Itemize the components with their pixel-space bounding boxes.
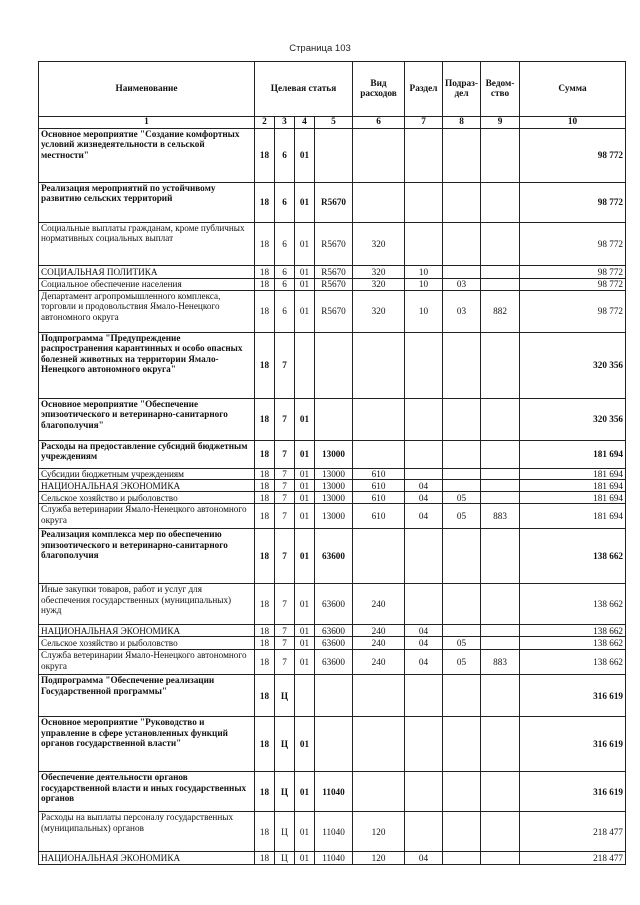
table-row <box>39 129 626 183</box>
cell-name: НАЦИОНАЛЬНАЯ ЭКОНОМИКА <box>39 852 255 865</box>
cell-name: НАЦИОНАЛЬНАЯ ЭКОНОМИКА <box>39 480 255 492</box>
cell-sum: 98 772 <box>520 266 626 279</box>
cell-department <box>481 637 520 650</box>
cell-name: Сельское хозяйство и рыболовство <box>39 492 255 504</box>
cell-section: 04 <box>405 480 443 492</box>
cell-target-event: 01 <box>295 504 315 529</box>
cell-name: Основное мероприятие "Обеспечение эпизоотического и ветеринарно-санитарного благополучия" <box>39 399 255 441</box>
cell-target-program: 18 <box>255 637 275 650</box>
cell-target-program: 18 <box>255 812 275 852</box>
cell-target-event: 01 <box>295 584 315 625</box>
cell-target-subprogram: Ц <box>275 812 295 852</box>
cell-target-program: 18 <box>255 333 275 399</box>
cell-name: Субсидии бюджетным учреждениям <box>39 469 255 480</box>
header-expense-type: Вид расходов <box>353 62 405 117</box>
cell-target-event: 01 <box>295 480 315 492</box>
cell-section <box>405 584 443 625</box>
cell-target-event: 01 <box>295 223 315 266</box>
table-row <box>39 480 626 492</box>
table-body <box>39 129 626 865</box>
cell-expense-type: 240 <box>353 650 405 675</box>
cell-target-direction: R5670 <box>315 291 353 333</box>
cell-expense-type <box>353 333 405 399</box>
cell-section <box>405 129 443 183</box>
cell-department <box>481 772 520 812</box>
cell-target-subprogram: 7 <box>275 650 295 675</box>
cell-sum: 138 662 <box>520 584 626 625</box>
cell-target-program: 18 <box>255 399 275 441</box>
cell-section <box>405 223 443 266</box>
cell-subsection: 03 <box>443 291 481 333</box>
cell-subsection <box>443 812 481 852</box>
cell-target-program: 18 <box>255 441 275 469</box>
cell-subsection <box>443 129 481 183</box>
cell-target-subprogram: 7 <box>275 441 295 469</box>
cell-target-subprogram: 7 <box>275 504 295 529</box>
header-department: Ведом-ство <box>481 62 520 117</box>
cell-sum: 316 619 <box>520 717 626 772</box>
cell-expense-type <box>353 529 405 584</box>
col-number: 8 <box>443 117 481 129</box>
header-section: Раздел <box>405 62 443 117</box>
cell-target-program: 18 <box>255 852 275 865</box>
table-row <box>39 772 626 812</box>
cell-target-event: 01 <box>295 399 315 441</box>
cell-name: Департамент агропромышленного комплекса, торговли и продовольствия Ямало-Ненецкого автономного округа <box>39 291 255 333</box>
table-row <box>39 469 626 480</box>
cell-target-event: 01 <box>295 266 315 279</box>
cell-department <box>481 812 520 852</box>
cell-name: Подпрограмма "Предупреждение распространения карантинных и особо опасных болезней животных на территории Ямало-Ненецкого автономного округа" <box>39 333 255 399</box>
cell-section <box>405 399 443 441</box>
cell-sum: 98 772 <box>520 129 626 183</box>
header-target: Целевая статья <box>255 62 353 117</box>
cell-target-event <box>295 675 315 717</box>
page-header: Страница 103 <box>289 43 351 54</box>
header-subsection: Подраз-дел <box>443 62 481 117</box>
cell-target-subprogram: 6 <box>275 279 295 291</box>
cell-department <box>481 279 520 291</box>
cell-target-subprogram: 7 <box>275 529 295 584</box>
col-number: 9 <box>481 117 520 129</box>
cell-target-direction: R5670 <box>315 183 353 223</box>
cell-target-program: 18 <box>255 492 275 504</box>
table-row <box>39 852 626 865</box>
cell-target-subprogram: 7 <box>275 399 295 441</box>
cell-department <box>481 675 520 717</box>
cell-subsection <box>443 584 481 625</box>
cell-subsection <box>443 529 481 584</box>
cell-section: 04 <box>405 625 443 637</box>
cell-sum: 181 694 <box>520 504 626 529</box>
cell-subsection: 05 <box>443 492 481 504</box>
col-number: 4 <box>295 117 315 129</box>
cell-target-direction: 13000 <box>315 480 353 492</box>
cell-target-event: 01 <box>295 441 315 469</box>
table-row <box>39 812 626 852</box>
cell-department <box>481 480 520 492</box>
cell-expense-type: 320 <box>353 279 405 291</box>
cell-name: Иные закупки товаров, работ и услуг для обеспечения государственных (муниципальных) нужд <box>39 584 255 625</box>
cell-subsection: 05 <box>443 504 481 529</box>
cell-target-subprogram: 7 <box>275 480 295 492</box>
cell-target-program: 18 <box>255 529 275 584</box>
header-row <box>39 62 626 117</box>
cell-target-subprogram: 7 <box>275 625 295 637</box>
cell-target-direction: 13000 <box>315 469 353 480</box>
cell-target-direction: 11040 <box>315 812 353 852</box>
cell-target-subprogram: 6 <box>275 183 295 223</box>
cell-subsection <box>443 441 481 469</box>
cell-target-direction: 13000 <box>315 504 353 529</box>
cell-target-event: 01 <box>295 852 315 865</box>
cell-target-event: 01 <box>295 637 315 650</box>
col-number: 5 <box>315 117 353 129</box>
cell-section <box>405 675 443 717</box>
cell-target-direction: 63600 <box>315 637 353 650</box>
cell-target-program: 18 <box>255 291 275 333</box>
cell-target-subprogram: 6 <box>275 266 295 279</box>
cell-target-event: 01 <box>295 772 315 812</box>
budget-table <box>38 61 626 865</box>
cell-expense-type: 240 <box>353 625 405 637</box>
col-number: 6 <box>353 117 405 129</box>
cell-department <box>481 441 520 469</box>
cell-target-event: 01 <box>295 183 315 223</box>
cell-target-program: 18 <box>255 717 275 772</box>
cell-name: СОЦИАЛЬНАЯ ПОЛИТИКА <box>39 266 255 279</box>
cell-section <box>405 183 443 223</box>
cell-sum: 218 477 <box>520 812 626 852</box>
table-row <box>39 584 626 625</box>
cell-target-direction <box>315 717 353 772</box>
cell-target-direction: 63600 <box>315 584 353 625</box>
cell-section: 04 <box>405 492 443 504</box>
cell-target-program: 18 <box>255 584 275 625</box>
table-row <box>39 441 626 469</box>
cell-sum: 138 662 <box>520 625 626 637</box>
cell-target-subprogram: Ц <box>275 717 295 772</box>
col-number: 7 <box>405 117 443 129</box>
table-row <box>39 223 626 266</box>
cell-department <box>481 129 520 183</box>
table-row <box>39 637 626 650</box>
cell-name: Расходы на выплаты персоналу государственных (муниципальных) органов <box>39 812 255 852</box>
cell-department <box>481 223 520 266</box>
cell-target-event: 01 <box>295 650 315 675</box>
cell-section: 04 <box>405 637 443 650</box>
cell-sum: 98 772 <box>520 183 626 223</box>
cell-sum: 181 694 <box>520 469 626 480</box>
cell-target-event: 01 <box>295 492 315 504</box>
cell-target-subprogram: 7 <box>275 469 295 480</box>
cell-name: Сельское хозяйство и рыболовство <box>39 637 255 650</box>
cell-sum: 181 694 <box>520 480 626 492</box>
cell-sum: 181 694 <box>520 492 626 504</box>
cell-expense-type: 320 <box>353 266 405 279</box>
col-number: 10 <box>520 117 626 129</box>
table-row <box>39 529 626 584</box>
cell-target-program: 18 <box>255 129 275 183</box>
cell-target-program: 18 <box>255 650 275 675</box>
cell-expense-type: 240 <box>353 584 405 625</box>
cell-expense-type: 610 <box>353 504 405 529</box>
cell-target-direction: R5670 <box>315 223 353 266</box>
cell-expense-type: 320 <box>353 223 405 266</box>
cell-name: Основное мероприятие "Создание комфортных условий жизнедеятельности в сельской местности" <box>39 129 255 183</box>
cell-target-subprogram: 7 <box>275 333 295 399</box>
cell-target-subprogram: 7 <box>275 584 295 625</box>
cell-target-event: 01 <box>295 529 315 584</box>
cell-section <box>405 333 443 399</box>
table-row <box>39 717 626 772</box>
cell-expense-type: 610 <box>353 469 405 480</box>
cell-sum: 98 772 <box>520 291 626 333</box>
cell-department <box>481 399 520 441</box>
cell-expense-type <box>353 675 405 717</box>
col-number: 3 <box>275 117 295 129</box>
cell-subsection <box>443 333 481 399</box>
cell-target-program: 18 <box>255 279 275 291</box>
cell-department <box>481 183 520 223</box>
cell-sum: 320 356 <box>520 399 626 441</box>
cell-subsection <box>443 399 481 441</box>
cell-target-direction <box>315 399 353 441</box>
cell-target-direction: 63600 <box>315 650 353 675</box>
cell-target-direction: 11040 <box>315 772 353 812</box>
cell-name: Социальное обеспечение населения <box>39 279 255 291</box>
column-number-row <box>39 117 626 129</box>
cell-department <box>481 717 520 772</box>
cell-subsection: 05 <box>443 637 481 650</box>
table-row <box>39 266 626 279</box>
cell-name: Социальные выплаты гражданам, кроме публичных нормативных социальных выплат <box>39 223 255 266</box>
table-row <box>39 650 626 675</box>
table-row <box>39 279 626 291</box>
cell-expense-type <box>353 717 405 772</box>
cell-target-subprogram: 6 <box>275 291 295 333</box>
cell-section <box>405 441 443 469</box>
cell-target-subprogram: 6 <box>275 129 295 183</box>
cell-name: Основное мероприятие "Руководство и управление в сфере установленных функций органов государственной власти" <box>39 717 255 772</box>
cell-target-program: 18 <box>255 480 275 492</box>
cell-target-event: 01 <box>295 129 315 183</box>
cell-expense-type <box>353 129 405 183</box>
cell-department <box>481 529 520 584</box>
cell-sum: 316 619 <box>520 675 626 717</box>
cell-target-program: 18 <box>255 266 275 279</box>
cell-sum: 98 772 <box>520 223 626 266</box>
cell-target-event: 01 <box>295 279 315 291</box>
cell-subsection: 03 <box>443 279 481 291</box>
cell-subsection <box>443 852 481 865</box>
cell-target-event: 01 <box>295 717 315 772</box>
cell-expense-type <box>353 772 405 812</box>
cell-name: Расходы на предоставление субсидий бюджетным учреждениям <box>39 441 255 469</box>
cell-expense-type: 610 <box>353 492 405 504</box>
cell-target-program: 18 <box>255 223 275 266</box>
cell-target-program: 18 <box>255 772 275 812</box>
cell-target-subprogram: 7 <box>275 492 295 504</box>
cell-target-program: 18 <box>255 504 275 529</box>
cell-name: НАЦИОНАЛЬНАЯ ЭКОНОМИКА <box>39 625 255 637</box>
cell-sum: 138 662 <box>520 650 626 675</box>
cell-name: Служба ветеринарии Ямало-Ненецкого автономного округа <box>39 650 255 675</box>
cell-section: 04 <box>405 650 443 675</box>
cell-target-subprogram: 7 <box>275 637 295 650</box>
cell-sum: 320 356 <box>520 333 626 399</box>
cell-target-subprogram: 6 <box>275 223 295 266</box>
cell-expense-type <box>353 399 405 441</box>
cell-expense-type: 610 <box>353 480 405 492</box>
table-row <box>39 492 626 504</box>
table-row <box>39 291 626 333</box>
cell-target-event <box>295 333 315 399</box>
cell-subsection <box>443 675 481 717</box>
cell-department <box>481 492 520 504</box>
cell-sum: 181 694 <box>520 441 626 469</box>
cell-department <box>481 625 520 637</box>
table-row <box>39 504 626 529</box>
cell-expense-type: 240 <box>353 637 405 650</box>
cell-subsection <box>443 480 481 492</box>
cell-sum: 138 662 <box>520 637 626 650</box>
cell-target-direction: 63600 <box>315 529 353 584</box>
cell-department: 883 <box>481 650 520 675</box>
cell-name: Подпрограмма "Обеспечение реализации Государственной программы" <box>39 675 255 717</box>
cell-sum: 218 477 <box>520 852 626 865</box>
cell-name: Реализация мероприятий по устойчивому развитию сельских территорий <box>39 183 255 223</box>
cell-expense-type: 120 <box>353 852 405 865</box>
cell-department <box>481 584 520 625</box>
col-number: 1 <box>39 117 255 129</box>
cell-expense-type: 120 <box>353 812 405 852</box>
cell-target-event: 01 <box>295 625 315 637</box>
cell-sum: 316 619 <box>520 772 626 812</box>
table-row <box>39 625 626 637</box>
cell-target-direction <box>315 333 353 399</box>
cell-section <box>405 772 443 812</box>
cell-department <box>481 333 520 399</box>
cell-expense-type <box>353 441 405 469</box>
cell-target-subprogram: Ц <box>275 675 295 717</box>
cell-section: 10 <box>405 266 443 279</box>
cell-subsection <box>443 772 481 812</box>
cell-target-program: 18 <box>255 675 275 717</box>
cell-department <box>481 469 520 480</box>
cell-target-subprogram: Ц <box>275 852 295 865</box>
cell-expense-type <box>353 183 405 223</box>
header-name: Наименование <box>39 62 255 117</box>
table-row <box>39 399 626 441</box>
cell-name: Служба ветеринарии Ямало-Ненецкого автономного округа <box>39 504 255 529</box>
cell-section: 10 <box>405 279 443 291</box>
cell-subsection <box>443 223 481 266</box>
cell-department: 883 <box>481 504 520 529</box>
cell-section <box>405 469 443 480</box>
cell-target-direction <box>315 675 353 717</box>
cell-section: 10 <box>405 291 443 333</box>
cell-target-subprogram: Ц <box>275 772 295 812</box>
cell-department: 882 <box>481 291 520 333</box>
cell-target-direction: R5670 <box>315 279 353 291</box>
cell-department <box>481 266 520 279</box>
header-sum: Сумма <box>520 62 626 117</box>
cell-subsection <box>443 717 481 772</box>
cell-section: 04 <box>405 852 443 865</box>
cell-target-event: 01 <box>295 812 315 852</box>
cell-department <box>481 852 520 865</box>
cell-subsection <box>443 266 481 279</box>
cell-subsection <box>443 469 481 480</box>
cell-target-program: 18 <box>255 183 275 223</box>
cell-expense-type: 320 <box>353 291 405 333</box>
cell-section <box>405 529 443 584</box>
cell-subsection <box>443 625 481 637</box>
cell-target-direction: 63600 <box>315 625 353 637</box>
cell-section <box>405 812 443 852</box>
table-row <box>39 333 626 399</box>
cell-target-event: 01 <box>295 291 315 333</box>
cell-target-direction <box>315 129 353 183</box>
cell-subsection <box>443 183 481 223</box>
table-row <box>39 183 626 223</box>
cell-name: Обеспечение деятельности органов государственной власти и иных государственных органов <box>39 772 255 812</box>
cell-section <box>405 717 443 772</box>
cell-target-direction: 11040 <box>315 852 353 865</box>
cell-subsection: 05 <box>443 650 481 675</box>
cell-target-direction: 13000 <box>315 492 353 504</box>
cell-target-event: 01 <box>295 469 315 480</box>
cell-target-program: 18 <box>255 469 275 480</box>
col-number: 2 <box>255 117 275 129</box>
cell-section: 04 <box>405 504 443 529</box>
cell-target-direction: R5670 <box>315 266 353 279</box>
cell-target-direction: 13000 <box>315 441 353 469</box>
cell-name: Реализация комплекса мер по обеспечению эпизоотического и ветеринарно-санитарного благополучия <box>39 529 255 584</box>
cell-target-program: 18 <box>255 625 275 637</box>
cell-sum: 98 772 <box>520 279 626 291</box>
cell-sum: 138 662 <box>520 529 626 584</box>
table-row <box>39 675 626 717</box>
